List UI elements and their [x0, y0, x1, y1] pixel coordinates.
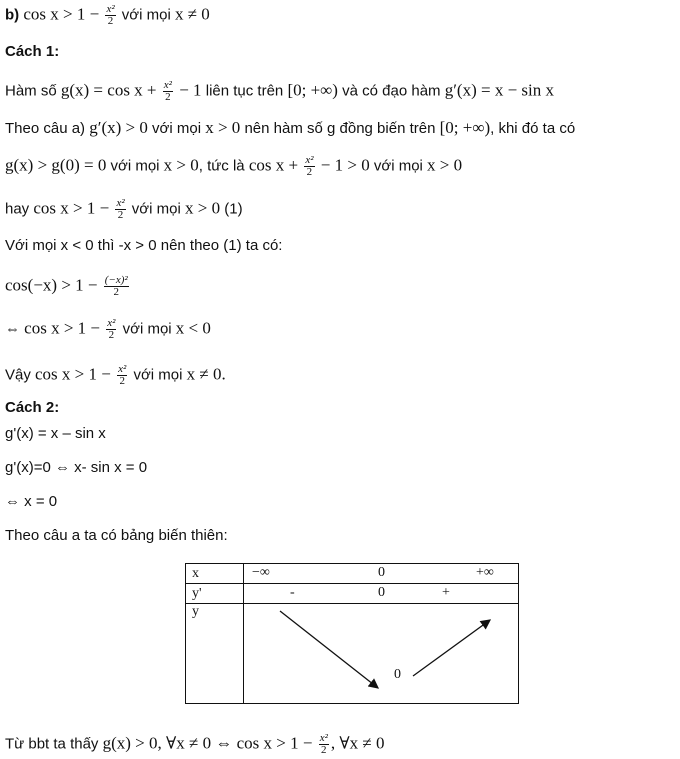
- frac-den: 2: [117, 209, 124, 221]
- text: (1): [220, 200, 243, 218]
- frac-den: 2: [107, 15, 114, 27]
- frac-den: 2: [113, 286, 119, 298]
- frac-den: 2: [306, 166, 313, 178]
- text: và có đạo hàm: [337, 82, 445, 100]
- line-8: [5, 364, 226, 387]
- conclusion: [5, 733, 384, 756]
- line-2: [5, 118, 575, 139]
- math: g(x) > g(0) = 0: [5, 155, 107, 175]
- fraction: [106, 318, 116, 341]
- math: g(x) > 0, ∀x ≠ 0 ⇔ cos x > 1 −: [102, 733, 317, 753]
- math: − 1 > 0: [316, 155, 370, 175]
- row-header-y: y: [186, 604, 244, 704]
- math: cos x > 1 −: [35, 364, 116, 384]
- variation-table: [185, 563, 519, 704]
- math: cos x > 1 −: [24, 318, 105, 338]
- math: x > 0: [205, 118, 241, 137]
- math: x < 0: [175, 318, 211, 338]
- math: g(x) = cos x +: [60, 80, 161, 100]
- x-neg-inf: −∞: [252, 565, 270, 580]
- math: g′(x) > 0: [89, 118, 148, 137]
- text: với mọi: [129, 366, 187, 384]
- math: x ≠ 0.: [186, 364, 226, 384]
- math: cos(−x) > 1 −: [5, 275, 102, 295]
- math: − 1: [174, 80, 202, 100]
- frac-den: 2: [321, 744, 327, 756]
- frac-den: 2: [108, 329, 115, 341]
- text: với mọi: [127, 200, 185, 218]
- line-9: g'(x) = x – sin x: [5, 425, 106, 442]
- frac-num: x²: [107, 317, 116, 329]
- line-5: Với mọi x < 0 thì -x > 0 nên theo (1) ta có:: [5, 237, 283, 254]
- math: cos x +: [248, 155, 303, 175]
- line-12: Theo câu a ta có bảng biến thiên:: [5, 527, 228, 544]
- text: Theo câu a): [5, 120, 90, 137]
- text: với mọi: [369, 157, 428, 175]
- text: ⇔: [5, 320, 25, 338]
- math: cos x > 1 −: [33, 198, 114, 218]
- row-header-yprime: y': [186, 584, 244, 604]
- table-row-yprime: [186, 584, 519, 604]
- line-4: [5, 198, 243, 221]
- frac-num: x²: [305, 154, 314, 166]
- row-header-x: x: [186, 564, 244, 584]
- math: cos x > 1 −: [23, 4, 104, 24]
- method-2-heading: Cách 2:: [5, 399, 60, 416]
- fraction: [319, 733, 329, 756]
- part-label: b): [5, 6, 20, 24]
- text: nên hàm số g đồng biến trên: [240, 120, 440, 137]
- frac-num: x²: [118, 363, 127, 375]
- line-7: [5, 318, 211, 341]
- text: với mọi: [118, 320, 176, 338]
- text: Vậy: [5, 366, 36, 384]
- fraction: [117, 364, 127, 387]
- row-values-yprime: [244, 584, 519, 604]
- text: , khi đó ta có: [490, 120, 576, 137]
- fraction: [163, 80, 173, 103]
- math: [0; +∞): [287, 80, 338, 100]
- problem-statement: [5, 4, 210, 27]
- text: với mọi: [106, 157, 164, 175]
- text: Từ bbt ta thấy: [5, 735, 103, 753]
- frac-den: 2: [165, 91, 171, 103]
- fraction: [105, 4, 115, 27]
- frac-num: x²: [116, 197, 125, 209]
- text: hay: [5, 200, 34, 218]
- math: x > 0: [163, 155, 199, 175]
- method-1-heading: Cách 1:: [5, 43, 60, 60]
- math: x > 0: [427, 155, 463, 175]
- frac-num: x²: [163, 79, 172, 91]
- math: x > 0: [184, 198, 221, 218]
- line-6: [5, 275, 131, 298]
- fraction: [304, 155, 314, 178]
- fraction: [104, 275, 129, 298]
- row-values-x: [244, 564, 519, 584]
- text: , tức là: [198, 157, 249, 175]
- fraction: [115, 198, 125, 221]
- line-10: g'(x)=0 ⇔ x- sin x = 0: [5, 459, 148, 476]
- math: [0; +∞): [439, 118, 491, 137]
- text: Hàm số: [5, 82, 61, 100]
- sign-negative: -: [290, 585, 295, 600]
- frac-den: 2: [119, 375, 125, 387]
- math: , ∀x ≠ 0: [330, 733, 385, 753]
- row-values-y: [244, 604, 519, 704]
- math: x ≠ 0: [174, 4, 210, 24]
- y-minimum: 0: [394, 667, 401, 682]
- sign-positive: +: [442, 585, 450, 600]
- frac-num: x²: [319, 732, 328, 744]
- table-row-y: [186, 604, 519, 704]
- frac-num: x²: [106, 3, 115, 15]
- line-3: [5, 155, 462, 178]
- yprime-zero: 0: [378, 585, 385, 600]
- text: với mọi: [117, 6, 175, 24]
- text: với mọi: [147, 120, 206, 137]
- x-pos-inf: +∞: [476, 565, 494, 580]
- line-11: ⇔ x = 0: [5, 493, 58, 510]
- line-1: [5, 80, 554, 103]
- math: g′(x) = x − sin x: [444, 80, 555, 100]
- frac-num: (−x)²: [104, 274, 128, 286]
- table-row-x: [186, 564, 519, 584]
- text: liên tục trên: [201, 82, 288, 100]
- x-zero: 0: [378, 565, 385, 580]
